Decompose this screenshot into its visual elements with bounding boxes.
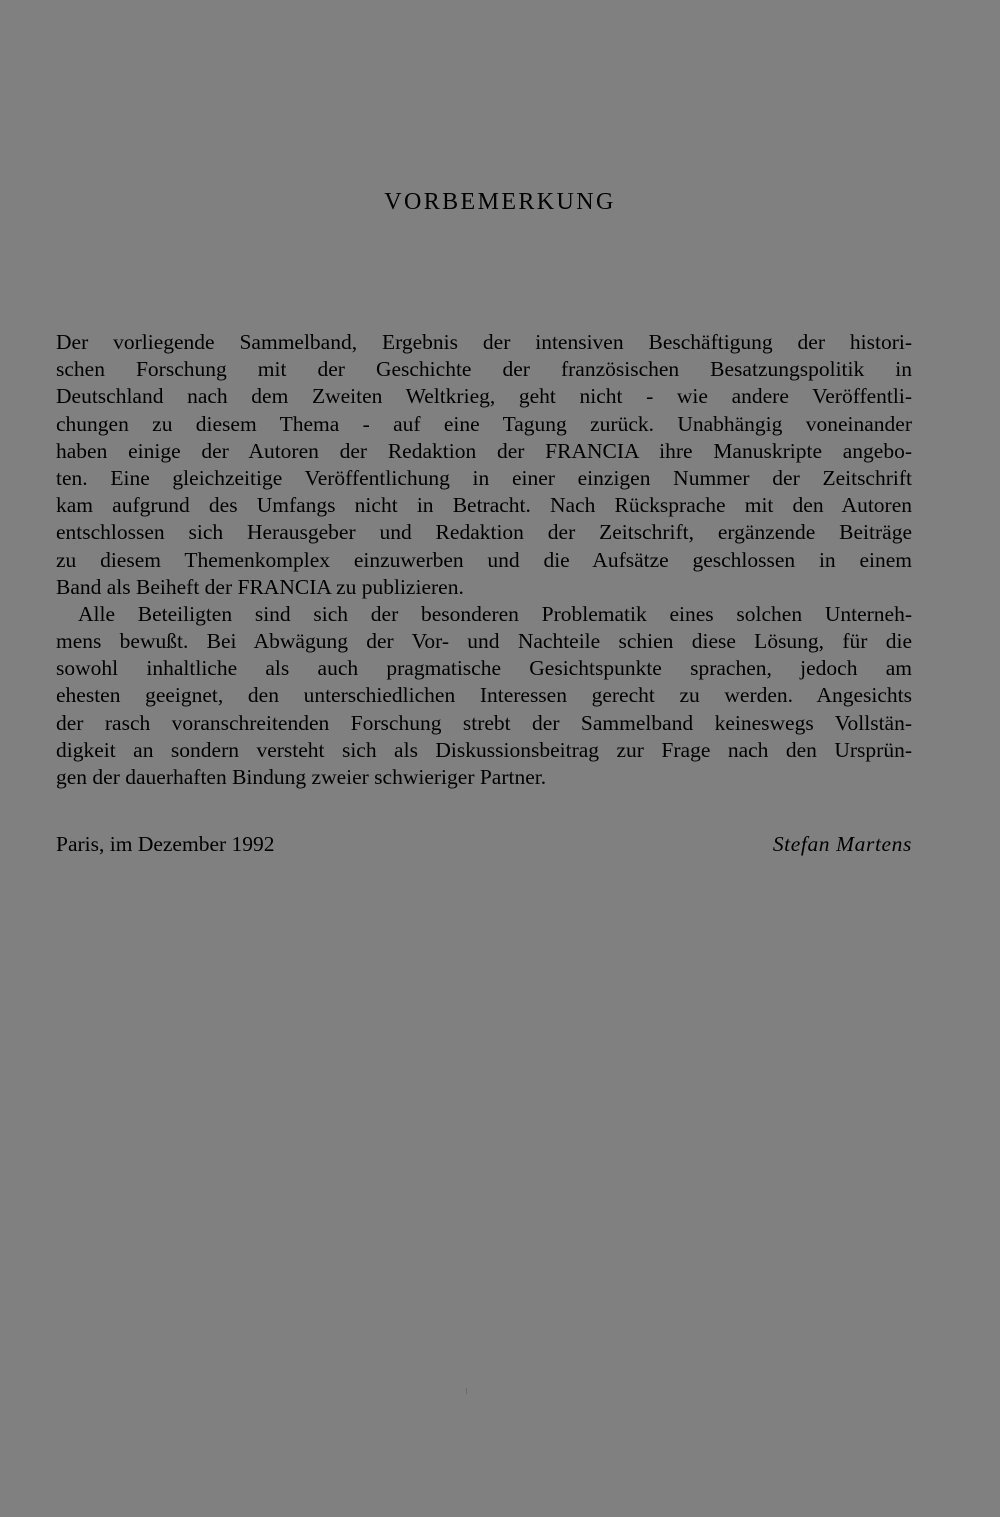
text-line: ten. Eine gleichzeitige Veröffentlichung in einer einzigen Nummer der Zeitschrift: [56, 465, 912, 490]
text-line: Deutschland nach dem Zweiten Weltkrieg, geht nicht - wie andere Veröffentli-: [56, 384, 912, 409]
paragraph-1: [56, 329, 912, 601]
text-line: schen Forschung mit der Geschichte der französischen Besatzungspolitik in: [56, 357, 912, 382]
text-line: sowohl inhaltliche als auch pragmatische Gesichtspunkte sprachen, jedoch am: [56, 656, 912, 681]
scan-speck: [466, 1388, 467, 1394]
text-line: zu diesem Themenkomplex einzuwerben und die Aufsätze geschlossen in einem: [56, 547, 912, 572]
author-name: Stefan Martens: [772, 832, 912, 856]
text-line: haben einige der Autoren der Redaktion der FRANCIA ihre Manuskripte angebo-: [56, 438, 912, 463]
text-line: gen der dauerhaften Bindung zweier schwieriger Partner.: [56, 765, 547, 789]
page-title: VORBEMERKUNG: [384, 189, 616, 215]
text-line: Der vorliegende Sammelband, Ergebnis der intensiven Beschäftigung der histori-: [56, 330, 912, 354]
text-line: Alle Beteiligten sind sich der besonderen Problematik eines solchen Unterneh-: [78, 601, 912, 626]
text-line: mens bewußt. Bei Abwägung der Vor- und Nachteile schien diese Lösung, für die: [56, 629, 912, 654]
text-line: chungen zu diesem Thema - auf eine Tagung zurück. Unabhängig voneinander: [56, 411, 912, 436]
text-line: kam aufgrund des Umfangs nicht in Betracht. Nach Rücksprache mit den Autoren: [56, 493, 912, 518]
text-line: digkeit an sondern versteht sich als Diskussionsbeitrag zur Frage nach den Ursprün-: [56, 737, 912, 762]
paragraph-2: [56, 601, 912, 791]
body-text: [56, 329, 912, 791]
text-line: der rasch voranschreitenden Forschung strebt der Sammelband keineswegs Vollstän-: [56, 710, 912, 735]
place-date: Paris, im Dezember 1992: [56, 832, 275, 856]
text-line: entschlossen sich Herausgeber und Redaktion der Zeitschrift, ergänzende Beiträge: [56, 520, 912, 545]
text-line: Band als Beiheft der FRANCIA zu publizieren.: [56, 574, 464, 599]
signature-block: [56, 829, 912, 859]
text-line: ehesten geeignet, den unterschiedlichen Interessen gerecht zu werden. Angesichts: [56, 683, 912, 708]
